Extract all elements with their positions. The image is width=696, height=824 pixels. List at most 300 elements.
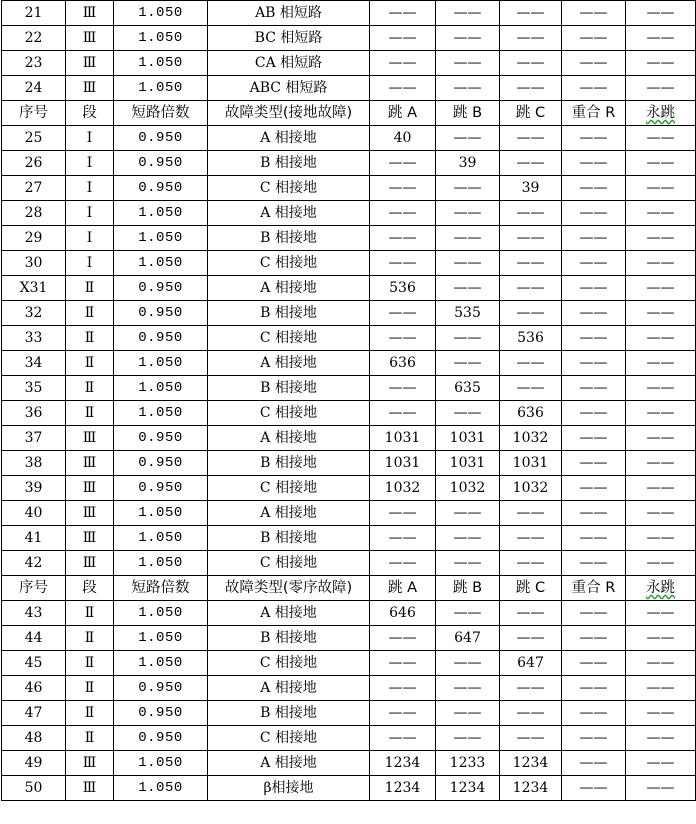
cell-multiple: 0.950 xyxy=(114,126,208,151)
table-row xyxy=(2,426,696,451)
cell-index: 39 xyxy=(2,476,66,501)
cell-trip-c: —— xyxy=(500,51,562,76)
cell-trip-a: —— xyxy=(370,676,436,701)
table-row xyxy=(2,151,696,176)
cell-fault-type: A 相接地 xyxy=(208,676,370,701)
cell-fault-type: C 相接地 xyxy=(208,476,370,501)
cell-index: 50 xyxy=(2,776,66,801)
cell-trip-b: 1032 xyxy=(436,476,500,501)
cell-multiple: 1.050 xyxy=(114,376,208,401)
cell-multiple: 0.950 xyxy=(114,426,208,451)
cell-section: Ⅰ xyxy=(66,151,114,176)
cell-trip-c: —— xyxy=(500,376,562,401)
cell-trip-c: 39 xyxy=(500,176,562,201)
table-row xyxy=(2,251,696,276)
cell-trip-c: —— xyxy=(500,251,562,276)
table-row xyxy=(2,401,696,426)
header-multiple: 短路倍数 xyxy=(114,576,208,601)
cell-fault-type: B 相接地 xyxy=(208,151,370,176)
table-row xyxy=(2,501,696,526)
cell-trip-b: 647 xyxy=(436,626,500,651)
cell-section: Ⅱ xyxy=(66,601,114,626)
cell-index: 32 xyxy=(2,301,66,326)
cell-trip-c: —— xyxy=(500,201,562,226)
cell-fault-type: C 相接地 xyxy=(208,401,370,426)
cell-index: 42 xyxy=(2,551,66,576)
cell-multiple: 1.050 xyxy=(114,551,208,576)
cell-index: 28 xyxy=(2,201,66,226)
cell-trip-b: —— xyxy=(436,276,500,301)
table-row xyxy=(2,751,696,776)
cell-permanent-trip: —— xyxy=(626,226,696,251)
cell-fault-type: A 相接地 xyxy=(208,351,370,376)
cell-multiple: 1.050 xyxy=(114,226,208,251)
cell-trip-a: —— xyxy=(370,251,436,276)
cell-trip-b: —— xyxy=(436,26,500,51)
cell-trip-a: —— xyxy=(370,651,436,676)
cell-permanent-trip: —— xyxy=(626,126,696,151)
cell-permanent-trip: —— xyxy=(626,776,696,801)
cell-index: 35 xyxy=(2,376,66,401)
cell-trip-c: 1234 xyxy=(500,776,562,801)
table-row xyxy=(2,351,696,376)
table-header-row xyxy=(2,576,696,601)
header-section: 段 xyxy=(66,101,114,126)
cell-trip-b: —— xyxy=(436,601,500,626)
cell-reclose: —— xyxy=(562,376,626,401)
cell-trip-b: —— xyxy=(436,126,500,151)
cell-trip-c: 1032 xyxy=(500,426,562,451)
cell-section: Ⅲ xyxy=(66,51,114,76)
cell-reclose: —— xyxy=(562,551,626,576)
cell-index: 49 xyxy=(2,751,66,776)
cell-section: Ⅲ xyxy=(66,501,114,526)
cell-section: Ⅱ xyxy=(66,701,114,726)
cell-fault-type: B 相接地 xyxy=(208,526,370,551)
cell-index: 24 xyxy=(2,76,66,101)
cell-permanent-trip: —— xyxy=(626,51,696,76)
table-row xyxy=(2,676,696,701)
cell-section: Ⅱ xyxy=(66,276,114,301)
cell-permanent-trip: —— xyxy=(626,176,696,201)
cell-trip-a: 536 xyxy=(370,276,436,301)
cell-fault-type: B 相接地 xyxy=(208,451,370,476)
header-trip-b: 跳 B xyxy=(436,101,500,126)
cell-fault-type: A 相接地 xyxy=(208,501,370,526)
cell-reclose: —— xyxy=(562,751,626,776)
cell-section: Ⅲ xyxy=(66,451,114,476)
cell-section: Ⅰ xyxy=(66,126,114,151)
cell-permanent-trip: —— xyxy=(626,26,696,51)
cell-permanent-trip: —— xyxy=(626,326,696,351)
cell-trip-a: 1031 xyxy=(370,426,436,451)
cell-trip-b: —— xyxy=(436,501,500,526)
cell-permanent-trip: —— xyxy=(626,651,696,676)
cell-trip-c: —— xyxy=(500,601,562,626)
cell-reclose: —— xyxy=(562,301,626,326)
cell-multiple: 1.050 xyxy=(114,651,208,676)
cell-reclose: —— xyxy=(562,1,626,26)
cell-trip-a: —— xyxy=(370,201,436,226)
cell-trip-b: —— xyxy=(436,701,500,726)
cell-section: Ⅲ xyxy=(66,26,114,51)
header-permanent-trip-label: 永跳 xyxy=(646,105,675,121)
cell-trip-b: —— xyxy=(436,326,500,351)
cell-section: Ⅲ xyxy=(66,776,114,801)
table-row xyxy=(2,276,696,301)
cell-multiple: 1.050 xyxy=(114,26,208,51)
cell-index: 25 xyxy=(2,126,66,151)
cell-trip-c: —— xyxy=(500,26,562,51)
cell-fault-type: C 相接地 xyxy=(208,551,370,576)
cell-fault-type: B 相接地 xyxy=(208,626,370,651)
cell-reclose: —— xyxy=(562,51,626,76)
cell-trip-a: 1234 xyxy=(370,776,436,801)
cell-trip-b: 1031 xyxy=(436,426,500,451)
cell-index: 30 xyxy=(2,251,66,276)
cell-index: X31 xyxy=(2,276,66,301)
header-trip-a: 跳 A xyxy=(370,576,436,601)
cell-trip-c: —— xyxy=(500,226,562,251)
cell-trip-a: —— xyxy=(370,726,436,751)
cell-trip-c: —— xyxy=(500,301,562,326)
cell-fault-type: B 相接地 xyxy=(208,376,370,401)
cell-multiple: 1.050 xyxy=(114,776,208,801)
cell-trip-a: 1031 xyxy=(370,451,436,476)
cell-index: 29 xyxy=(2,226,66,251)
fault-test-table xyxy=(1,0,696,801)
cell-section: Ⅱ xyxy=(66,301,114,326)
cell-section: Ⅰ xyxy=(66,226,114,251)
header-permanent-trip xyxy=(626,101,696,126)
cell-multiple: 1.050 xyxy=(114,351,208,376)
cell-permanent-trip: —— xyxy=(626,276,696,301)
cell-trip-a: —— xyxy=(370,226,436,251)
cell-multiple: 0.950 xyxy=(114,676,208,701)
cell-reclose: —— xyxy=(562,76,626,101)
cell-trip-b: 1233 xyxy=(436,751,500,776)
table-header-row xyxy=(2,101,696,126)
cell-section: Ⅲ xyxy=(66,476,114,501)
cell-index: 43 xyxy=(2,601,66,626)
cell-fault-type: C 相接地 xyxy=(208,251,370,276)
cell-reclose: —— xyxy=(562,326,626,351)
cell-permanent-trip: —— xyxy=(626,451,696,476)
cell-section: Ⅰ xyxy=(66,176,114,201)
cell-trip-c: 647 xyxy=(500,651,562,676)
cell-multiple: 1.050 xyxy=(114,526,208,551)
cell-reclose: —— xyxy=(562,401,626,426)
cell-trip-a: —— xyxy=(370,76,436,101)
cell-section: Ⅲ xyxy=(66,76,114,101)
cell-trip-c: —— xyxy=(500,76,562,101)
cell-section: Ⅱ xyxy=(66,401,114,426)
cell-trip-c: 536 xyxy=(500,326,562,351)
cell-trip-a: —— xyxy=(370,501,436,526)
cell-multiple: 1.050 xyxy=(114,201,208,226)
cell-reclose: —— xyxy=(562,676,626,701)
cell-index: 27 xyxy=(2,176,66,201)
table-row xyxy=(2,26,696,51)
header-permanent-trip xyxy=(626,576,696,601)
cell-index: 44 xyxy=(2,626,66,651)
cell-trip-a: —— xyxy=(370,701,436,726)
cell-reclose: —— xyxy=(562,501,626,526)
cell-reclose: —— xyxy=(562,251,626,276)
cell-trip-b: —— xyxy=(436,551,500,576)
cell-fault-type: A 相接地 xyxy=(208,751,370,776)
cell-fault-type: A 相接地 xyxy=(208,201,370,226)
cell-multiple: 1.050 xyxy=(114,51,208,76)
cell-trip-a: —— xyxy=(370,51,436,76)
cell-trip-c: —— xyxy=(500,726,562,751)
cell-trip-c: —— xyxy=(500,126,562,151)
cell-reclose: —— xyxy=(562,176,626,201)
cell-permanent-trip: —— xyxy=(626,1,696,26)
cell-reclose: —— xyxy=(562,476,626,501)
cell-trip-c: —— xyxy=(500,1,562,26)
header-index: 序号 xyxy=(2,576,66,601)
header-trip-b: 跳 B xyxy=(436,576,500,601)
cell-reclose: —— xyxy=(562,151,626,176)
cell-fault-type: β相接地 xyxy=(208,776,370,801)
table-row xyxy=(2,551,696,576)
cell-fault-type: C 相接地 xyxy=(208,651,370,676)
cell-fault-type: B 相接地 xyxy=(208,701,370,726)
cell-reclose: —— xyxy=(562,426,626,451)
cell-section: Ⅱ xyxy=(66,626,114,651)
cell-trip-b: —— xyxy=(436,201,500,226)
header-fault-type: 故障类型(接地故障) xyxy=(208,101,370,126)
cell-section: Ⅲ xyxy=(66,551,114,576)
cell-permanent-trip: —— xyxy=(626,726,696,751)
cell-trip-a: —— xyxy=(370,26,436,51)
table-row xyxy=(2,76,696,101)
cell-trip-c: 1032 xyxy=(500,476,562,501)
cell-index: 37 xyxy=(2,426,66,451)
cell-trip-b: —— xyxy=(436,51,500,76)
cell-fault-type: A 相接地 xyxy=(208,126,370,151)
cell-fault-type: A 相接地 xyxy=(208,276,370,301)
cell-permanent-trip: —— xyxy=(626,376,696,401)
cell-permanent-trip: —— xyxy=(626,426,696,451)
cell-trip-b: —— xyxy=(436,1,500,26)
cell-section: Ⅱ xyxy=(66,376,114,401)
cell-trip-b: —— xyxy=(436,251,500,276)
cell-trip-c: —— xyxy=(500,351,562,376)
cell-trip-c: —— xyxy=(500,676,562,701)
cell-permanent-trip: —— xyxy=(626,351,696,376)
cell-reclose: —— xyxy=(562,726,626,751)
cell-permanent-trip: —— xyxy=(626,601,696,626)
cell-multiple: 0.950 xyxy=(114,301,208,326)
header-reclose: 重合 R xyxy=(562,576,626,601)
cell-reclose: —— xyxy=(562,626,626,651)
cell-trip-c: —— xyxy=(500,626,562,651)
cell-trip-a: 636 xyxy=(370,351,436,376)
cell-fault-type: BC 相短路 xyxy=(208,26,370,51)
cell-trip-a: 646 xyxy=(370,601,436,626)
table-row xyxy=(2,651,696,676)
cell-permanent-trip: —— xyxy=(626,201,696,226)
cell-trip-c: —— xyxy=(500,151,562,176)
cell-trip-b: —— xyxy=(436,526,500,551)
cell-multiple: 0.950 xyxy=(114,176,208,201)
cell-trip-a: 40 xyxy=(370,126,436,151)
cell-multiple: 1.050 xyxy=(114,626,208,651)
cell-trip-a: —— xyxy=(370,151,436,176)
cell-reclose: —— xyxy=(562,526,626,551)
header-permanent-trip-label: 永跳 xyxy=(646,580,675,596)
cell-reclose: —— xyxy=(562,701,626,726)
cell-multiple: 1.050 xyxy=(114,751,208,776)
cell-section: Ⅲ xyxy=(66,526,114,551)
cell-trip-a: —— xyxy=(370,526,436,551)
cell-trip-b: 39 xyxy=(436,151,500,176)
cell-section: Ⅲ xyxy=(66,751,114,776)
cell-multiple: 0.950 xyxy=(114,326,208,351)
cell-reclose: —— xyxy=(562,201,626,226)
cell-trip-c: —— xyxy=(500,551,562,576)
cell-fault-type: C 相接地 xyxy=(208,726,370,751)
cell-section: Ⅱ xyxy=(66,676,114,701)
cell-trip-a: 1032 xyxy=(370,476,436,501)
cell-multiple: 0.950 xyxy=(114,701,208,726)
cell-index: 45 xyxy=(2,651,66,676)
cell-trip-b: —— xyxy=(436,651,500,676)
cell-index: 26 xyxy=(2,151,66,176)
cell-permanent-trip: —— xyxy=(626,676,696,701)
cell-section: Ⅱ xyxy=(66,726,114,751)
cell-section: Ⅰ xyxy=(66,201,114,226)
cell-reclose: —— xyxy=(562,226,626,251)
cell-trip-b: —— xyxy=(436,726,500,751)
cell-multiple: 1.050 xyxy=(114,401,208,426)
cell-trip-b: —— xyxy=(436,226,500,251)
table-row xyxy=(2,726,696,751)
table-row xyxy=(2,226,696,251)
header-trip-c: 跳 C xyxy=(500,576,562,601)
header-trip-c: 跳 C xyxy=(500,101,562,126)
table-row xyxy=(2,701,696,726)
cell-index: 23 xyxy=(2,51,66,76)
cell-section: Ⅱ xyxy=(66,351,114,376)
cell-multiple: 1.050 xyxy=(114,501,208,526)
cell-reclose: —— xyxy=(562,351,626,376)
cell-trip-b: —— xyxy=(436,401,500,426)
cell-permanent-trip: —— xyxy=(626,701,696,726)
cell-permanent-trip: —— xyxy=(626,301,696,326)
cell-section: Ⅲ xyxy=(66,1,114,26)
cell-permanent-trip: —— xyxy=(626,476,696,501)
cell-multiple: 0.950 xyxy=(114,726,208,751)
cell-fault-type: ABC 相短路 xyxy=(208,76,370,101)
cell-multiple: 0.950 xyxy=(114,276,208,301)
cell-index: 47 xyxy=(2,701,66,726)
cell-trip-b: 535 xyxy=(436,301,500,326)
cell-fault-type: B 相接地 xyxy=(208,226,370,251)
cell-multiple: 0.950 xyxy=(114,151,208,176)
cell-permanent-trip: —— xyxy=(626,401,696,426)
header-section: 段 xyxy=(66,576,114,601)
cell-index: 46 xyxy=(2,676,66,701)
cell-trip-a: —— xyxy=(370,326,436,351)
cell-trip-a: 1234 xyxy=(370,751,436,776)
cell-trip-a: —— xyxy=(370,301,436,326)
cell-multiple: 1.050 xyxy=(114,251,208,276)
cell-index: 38 xyxy=(2,451,66,476)
cell-trip-c: 1234 xyxy=(500,751,562,776)
cell-trip-c: 1031 xyxy=(500,451,562,476)
cell-permanent-trip: —— xyxy=(626,626,696,651)
cell-fault-type: AB 相短路 xyxy=(208,1,370,26)
cell-reclose: —— xyxy=(562,451,626,476)
cell-index: 40 xyxy=(2,501,66,526)
cell-trip-c: —— xyxy=(500,701,562,726)
cell-index: 34 xyxy=(2,351,66,376)
cell-multiple: 1.050 xyxy=(114,76,208,101)
table-row xyxy=(2,201,696,226)
cell-trip-a: —— xyxy=(370,1,436,26)
header-trip-a: 跳 A xyxy=(370,101,436,126)
cell-permanent-trip: —— xyxy=(626,751,696,776)
cell-permanent-trip: —— xyxy=(626,501,696,526)
table-row xyxy=(2,601,696,626)
cell-trip-c: 636 xyxy=(500,401,562,426)
cell-reclose: —— xyxy=(562,126,626,151)
cell-permanent-trip: —— xyxy=(626,151,696,176)
table-row xyxy=(2,176,696,201)
cell-index: 21 xyxy=(2,1,66,26)
table-row xyxy=(2,526,696,551)
cell-trip-c: —— xyxy=(500,276,562,301)
cell-section: Ⅲ xyxy=(66,426,114,451)
cell-fault-type: A 相接地 xyxy=(208,601,370,626)
cell-multiple: 1.050 xyxy=(114,601,208,626)
cell-trip-b: —— xyxy=(436,351,500,376)
cell-index: 36 xyxy=(2,401,66,426)
cell-trip-a: —— xyxy=(370,551,436,576)
cell-index: 48 xyxy=(2,726,66,751)
table-row xyxy=(2,126,696,151)
header-index: 序号 xyxy=(2,101,66,126)
cell-permanent-trip: —— xyxy=(626,76,696,101)
cell-fault-type: C 相接地 xyxy=(208,326,370,351)
cell-trip-b: —— xyxy=(436,76,500,101)
header-reclose: 重合 R xyxy=(562,101,626,126)
cell-trip-b: 635 xyxy=(436,376,500,401)
table-row xyxy=(2,376,696,401)
header-multiple: 短路倍数 xyxy=(114,101,208,126)
cell-multiple: 0.950 xyxy=(114,451,208,476)
cell-permanent-trip: —— xyxy=(626,251,696,276)
cell-trip-c: —— xyxy=(500,526,562,551)
cell-trip-b: 1234 xyxy=(436,776,500,801)
cell-reclose: —— xyxy=(562,601,626,626)
cell-multiple: 1.050 xyxy=(114,1,208,26)
cell-reclose: —— xyxy=(562,26,626,51)
table-row xyxy=(2,51,696,76)
table-row xyxy=(2,776,696,801)
cell-index: 41 xyxy=(2,526,66,551)
cell-permanent-trip: —— xyxy=(626,526,696,551)
cell-trip-c: —— xyxy=(500,501,562,526)
cell-multiple: 0.950 xyxy=(114,476,208,501)
cell-trip-a: —— xyxy=(370,401,436,426)
cell-fault-type: CA 相短路 xyxy=(208,51,370,76)
cell-permanent-trip: —— xyxy=(626,551,696,576)
cell-section: Ⅱ xyxy=(66,651,114,676)
